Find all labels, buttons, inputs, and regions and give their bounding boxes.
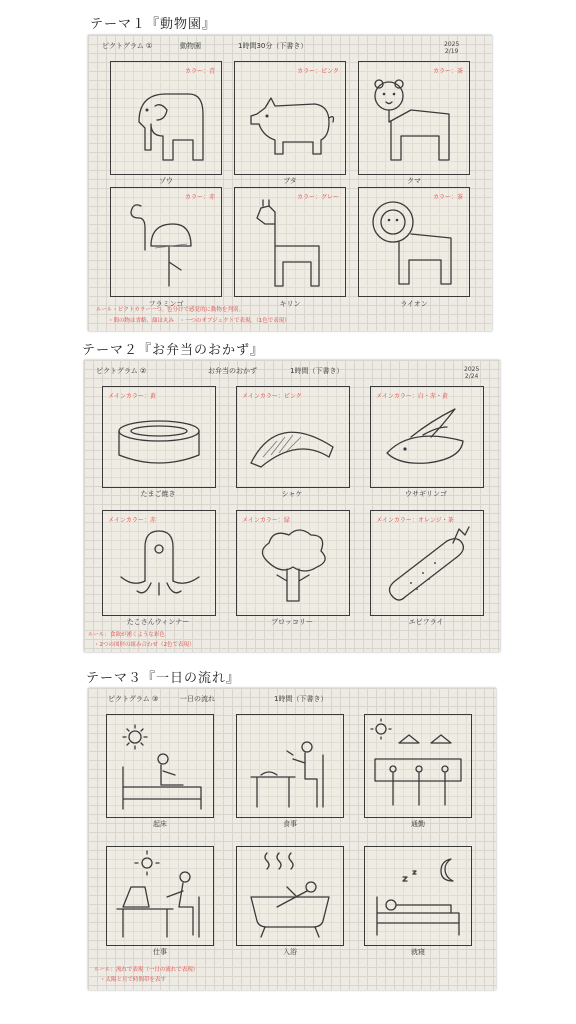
sheet-topic: 一日の流れ xyxy=(180,695,215,703)
meal-icon xyxy=(237,715,343,817)
pig-icon xyxy=(235,62,345,174)
color-label: カラー：グレー xyxy=(296,194,339,201)
color-label: メインカラー：赤 xyxy=(108,517,156,524)
sketch-sheet-2 xyxy=(84,360,500,652)
color-label: カラー：赤 xyxy=(184,194,215,201)
sheet-time: 1時間（下書き） xyxy=(290,367,344,375)
rule-note: ・間の物は省略、顔は丸み ・一つのオブジェクトで表現。（1色で表現） xyxy=(108,318,290,324)
color-label: カラー：茶 xyxy=(432,68,463,75)
theme-1-title: テーマ１『動物園』 xyxy=(90,17,217,32)
rule-note: ルール：食欲が湧くような彩色 xyxy=(88,632,165,638)
pictogram-box xyxy=(102,386,216,498)
pictogram-box xyxy=(370,386,484,498)
pictogram-box xyxy=(110,61,222,185)
wake-up-icon xyxy=(107,715,213,817)
color-label: メインカラー：オレンジ・茶 xyxy=(376,517,454,524)
pictogram-box xyxy=(234,61,346,185)
pictogram-caption: ブロッコリー xyxy=(271,618,313,626)
color-label: カラー：茶 xyxy=(432,194,463,201)
pictogram-caption: 食事 xyxy=(283,820,297,828)
color-label: メインカラー：黄 xyxy=(108,393,156,400)
color-label: カラー：青 xyxy=(184,68,215,75)
pictogram-caption: 起床 xyxy=(153,820,167,828)
sheet-header xyxy=(84,360,500,386)
pictogram-box xyxy=(358,61,470,185)
pictogram-caption: ブタ xyxy=(283,177,297,185)
color-label: メインカラー：緑 xyxy=(242,517,290,524)
pictogram-box xyxy=(106,714,214,828)
sheet-header xyxy=(88,688,496,714)
tamagoyaki-icon xyxy=(103,387,215,487)
sheet-topic: 動物園 xyxy=(180,42,201,50)
work-icon xyxy=(107,847,213,945)
pictogram-box xyxy=(236,510,350,626)
pictogram-caption: ウサギリンゴ xyxy=(405,490,447,498)
pictogram-caption: 仕事 xyxy=(153,948,167,956)
rule-note: ・2つの図形の組み合わせ（2色で表現） xyxy=(94,642,195,648)
sheet-time: 1時間30分（下書き） xyxy=(238,42,308,50)
bath-icon xyxy=(237,847,343,945)
sheet-date: 2025 2/24 xyxy=(464,366,480,380)
pictogram-caption: クマ xyxy=(407,177,421,185)
pictogram-caption: 入浴 xyxy=(283,948,297,956)
fried-shrimp-icon xyxy=(371,511,483,615)
rule-note: ルール：流れで表現（一日の流れで表現） xyxy=(94,967,199,973)
pictogram-caption: ゾウ xyxy=(159,177,173,185)
color-label: カラー：ピンク xyxy=(297,68,339,75)
pictogram-caption: 就寝 xyxy=(411,948,425,956)
pictogram-caption: 通勤 xyxy=(411,820,425,828)
giraffe-icon xyxy=(235,188,345,296)
sketch-sheet-1 xyxy=(88,35,492,331)
pictogram-box xyxy=(364,714,472,828)
broccoli-icon xyxy=(237,511,349,615)
rabbit-apple-icon xyxy=(371,387,483,487)
sleep-icon xyxy=(365,847,471,945)
rule-note: ・太陽と月で時間帯を表す xyxy=(100,977,167,983)
salmon-icon xyxy=(237,387,349,487)
pictogram-box xyxy=(102,510,216,626)
pictogram-box xyxy=(236,846,344,956)
pictogram-caption: たこさんウィンナー xyxy=(126,618,190,626)
pictogram-caption: エビフライ xyxy=(408,618,444,626)
pictogram-box xyxy=(236,714,344,828)
sheet-label: ピクトグラム ③ xyxy=(108,695,159,703)
commute-icon xyxy=(365,715,471,817)
sheet-label: ピクトグラム ① xyxy=(102,42,153,50)
pictogram-box xyxy=(110,187,222,308)
pictogram-box xyxy=(236,386,350,498)
pictogram-caption: ライオン xyxy=(400,300,428,308)
pictogram-box xyxy=(106,846,214,956)
pictogram-box xyxy=(358,187,470,308)
rule-note: ルール・ピクトカラー一つ。色分けで感覚的に動物を判別。 xyxy=(96,307,245,313)
lion-icon xyxy=(359,188,469,296)
pictogram-caption: シャケ xyxy=(281,490,303,498)
pictogram-caption: フラミンゴ xyxy=(148,300,184,308)
pictogram-box xyxy=(234,187,346,308)
color-label: メインカラー：白・赤・黄 xyxy=(376,393,448,400)
octopus-sausage-icon xyxy=(103,511,215,615)
theme-3-title: テーマ３『一日の流れ』 xyxy=(86,671,241,686)
sheet-date: 2025 2/19 xyxy=(444,41,460,55)
sheet-topic: お弁当のおかず xyxy=(208,367,257,375)
sketch-sheet-3 xyxy=(88,688,496,990)
sheet-time: 1時間（下書き） xyxy=(274,695,328,703)
pictogram-box xyxy=(364,846,472,956)
pictogram-caption: たまご焼き xyxy=(140,490,176,498)
pictogram-box xyxy=(370,510,484,626)
sheet-label: ピクトグラム ② xyxy=(96,367,147,375)
theme-2-title: テーマ２『お弁当のおかず』 xyxy=(82,343,265,358)
color-label: メインカラー：ピンク xyxy=(242,393,302,400)
sheet-header xyxy=(88,35,492,61)
pictogram-caption: キリン xyxy=(279,300,301,308)
flamingo-icon xyxy=(111,188,221,296)
elephant-icon xyxy=(111,62,221,174)
bear-icon xyxy=(359,62,469,174)
